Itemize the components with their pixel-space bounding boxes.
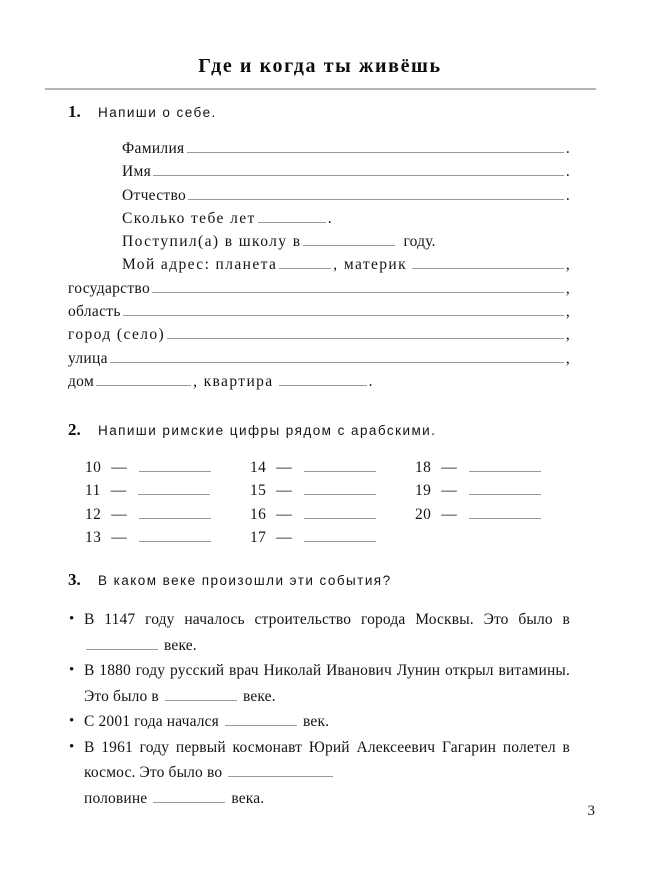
event-suffix: веке. (164, 636, 197, 654)
roman-row (85, 456, 213, 479)
exercise-1-prompt: Напиши о себе. (98, 105, 217, 120)
exercise-2 (68, 420, 570, 556)
roman-input-line[interactable] (304, 528, 376, 542)
firstname-terminator: . (565, 163, 570, 181)
patronymic-label: Отчество (122, 186, 187, 204)
century-input-line[interactable] (86, 636, 158, 650)
roman-row (250, 456, 378, 479)
roman-row (250, 503, 378, 526)
dash-separator: — (276, 459, 292, 476)
list-item (68, 735, 570, 812)
exercise-2-number: 2. (68, 420, 81, 439)
field-row-surname (68, 137, 570, 160)
roman-row (250, 526, 378, 549)
page-number: 3 (587, 803, 595, 819)
surname-label: Фамилия (122, 140, 185, 157)
exercise-3-heading (68, 570, 570, 590)
dash-separator: — (276, 505, 292, 523)
field-row-house (68, 370, 570, 393)
dash-separator: — (111, 528, 127, 546)
state-input-line[interactable] (152, 279, 564, 293)
house-label: дом (68, 372, 95, 390)
title-divider (45, 88, 596, 90)
field-row-street (68, 347, 570, 370)
roman-column-1 (85, 456, 213, 549)
dash-separator: — (276, 528, 292, 546)
state-label: государство (68, 279, 150, 297)
firstname-input-line[interactable] (153, 163, 564, 177)
roman-column-3 (415, 456, 543, 526)
century-input-line[interactable] (165, 687, 237, 701)
roman-row (85, 479, 213, 502)
roman-input-line[interactable] (469, 458, 541, 472)
continent-input-line[interactable] (412, 256, 564, 270)
arabic-number: 13 (85, 528, 102, 546)
half-century-input-line[interactable] (228, 763, 333, 777)
century-input-line[interactable] (225, 712, 297, 726)
roman-input-line[interactable] (139, 458, 211, 472)
roman-row (415, 456, 543, 479)
school-year-label: Поступил(а) в школу в (122, 233, 302, 251)
exercise-3-items (68, 607, 570, 811)
roman-input-line[interactable] (304, 482, 376, 496)
exercise-1-heading (68, 102, 570, 122)
school-year-suffix: году. (403, 233, 436, 251)
field-row-address-planet (68, 253, 570, 276)
arabic-number: 19 (415, 482, 432, 500)
region-terminator: , (565, 303, 570, 321)
list-item (68, 607, 570, 658)
exercise-2-heading (68, 420, 570, 440)
roman-input-line[interactable] (304, 458, 376, 472)
exercise-2-prompt: Напиши римские цифры рядом с арабскими. (98, 423, 437, 438)
school-year-input-line[interactable] (303, 232, 395, 246)
roman-row (85, 503, 213, 526)
event-text: В 1147 году началось строительство города Москвы. Это было в (84, 611, 570, 628)
roman-column-2 (250, 456, 378, 549)
event-text: В 1880 году русский врач Николай Иванович Лунин открыл витамины. Это было в (84, 662, 570, 705)
dash-separator: — (110, 482, 127, 500)
dash-separator: — (441, 505, 457, 523)
age-terminator: . (327, 209, 332, 227)
patronymic-input-line[interactable] (188, 186, 564, 200)
roman-input-line[interactable] (138, 482, 210, 496)
arabic-number: 10 (85, 459, 102, 476)
dash-separator: — (111, 459, 127, 476)
field-row-age (68, 207, 570, 230)
field-row-region (68, 300, 570, 323)
event-text: В 1961 году первый космонавт Юрий Алексеевич Гагарин полетел в космос. Это было во (84, 738, 570, 781)
field-row-patronymic (68, 184, 570, 207)
house-input-line[interactable] (96, 372, 191, 386)
arabic-number: 12 (85, 505, 102, 523)
house-terminator: . (368, 372, 373, 390)
exercise-3-prompt: В каком веке произошли эти события? (98, 573, 392, 588)
list-item (68, 709, 570, 735)
dash-separator: — (276, 482, 292, 500)
age-input-line[interactable] (258, 209, 326, 223)
apartment-input-line[interactable] (279, 372, 367, 386)
arabic-number: 18 (415, 459, 432, 476)
apartment-label: , квартира (193, 372, 274, 390)
roman-input-line[interactable] (469, 505, 541, 519)
dash-separator: — (441, 482, 457, 500)
address-terminator: , (565, 256, 570, 274)
continent-label: , материк (333, 256, 408, 274)
event-suffix: веке. (242, 687, 276, 705)
surname-input-line[interactable] (187, 139, 564, 153)
street-terminator: , (565, 349, 570, 367)
event-suffix: половине (84, 789, 148, 807)
roman-row (250, 479, 378, 502)
roman-input-line[interactable] (139, 528, 211, 542)
arabic-number: 16 (250, 505, 267, 523)
field-row-city (68, 323, 570, 346)
age-label: Сколько тебе лет (122, 209, 256, 227)
event-suffix: век. (303, 713, 330, 730)
page-title: Где и когда ты живёшь (198, 55, 442, 77)
event-text: С 2001 года начался (84, 713, 219, 730)
event-lastline (84, 786, 570, 812)
exercise-1-fields (68, 137, 570, 393)
street-label: улица (68, 349, 108, 367)
arabic-number: 15 (250, 482, 267, 500)
region-input-line[interactable] (123, 302, 564, 316)
field-row-state (68, 277, 570, 300)
roman-numeral-grid (68, 456, 570, 556)
patronymic-terminator: . (565, 186, 570, 204)
century-input-line-2[interactable] (153, 789, 225, 803)
arabic-number: 11 (85, 482, 101, 500)
city-label: город (село) (68, 326, 166, 344)
exercise-1 (68, 102, 570, 393)
arabic-number: 17 (250, 528, 267, 546)
address-planet-label: Мой адрес: планета (122, 256, 278, 274)
city-terminator: , (565, 326, 570, 344)
roman-input-line[interactable] (469, 482, 541, 496)
event-suffix-2: века. (231, 789, 265, 807)
roman-input-line[interactable] (304, 505, 376, 519)
dash-separator: — (111, 505, 127, 523)
roman-input-line[interactable] (139, 505, 211, 519)
roman-row (85, 526, 213, 549)
exercise-1-number: 1. (68, 102, 81, 121)
street-input-line[interactable] (110, 349, 564, 363)
field-row-firstname (68, 160, 570, 183)
roman-row (415, 503, 543, 526)
planet-input-line[interactable] (279, 256, 331, 270)
arabic-number: 20 (415, 505, 432, 523)
region-label: область (68, 303, 121, 321)
firstname-label: Имя (122, 163, 152, 181)
surname-terminator: . (565, 140, 570, 157)
list-item (68, 658, 570, 709)
dash-separator: — (441, 459, 457, 476)
city-input-line[interactable] (167, 326, 564, 340)
arabic-number: 14 (250, 459, 267, 476)
exercise-3-number: 3. (68, 570, 81, 589)
state-terminator: , (565, 279, 570, 297)
exercise-3 (68, 570, 570, 811)
roman-row (415, 479, 543, 502)
field-row-school-year (68, 230, 570, 253)
